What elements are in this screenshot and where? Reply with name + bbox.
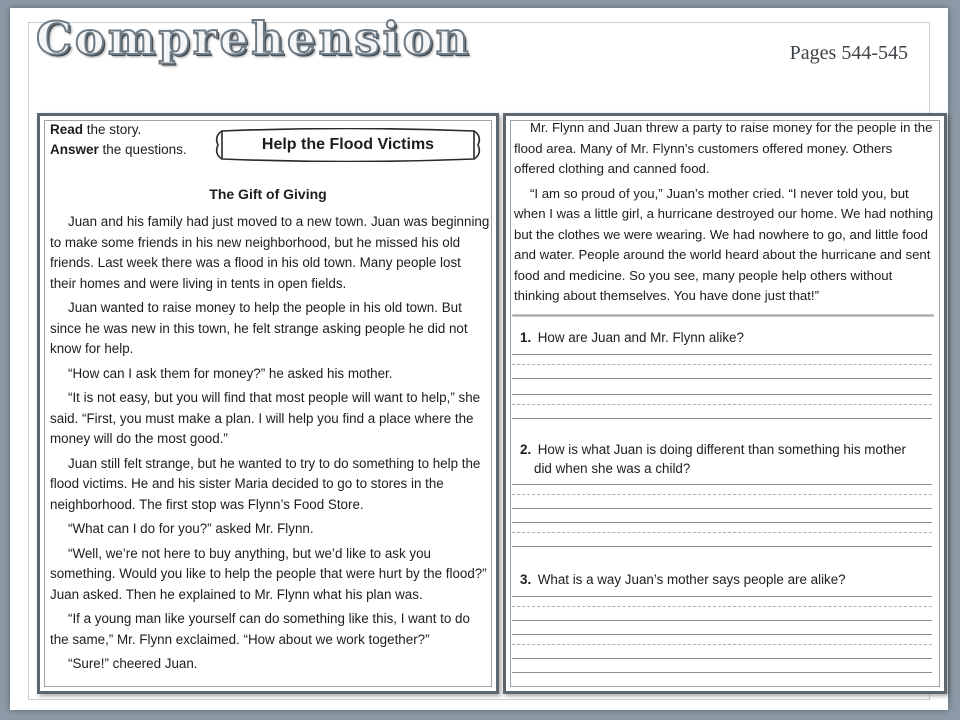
answer-guide-line [512,494,932,495]
answer-line[interactable] [512,418,932,419]
question-number: 2. [520,442,532,457]
question-number: 1. [520,330,532,345]
answer-line[interactable] [512,634,932,635]
story-banner [212,128,484,162]
answer-guide-line [512,606,932,607]
worksheet-page-left [37,113,499,694]
page-title: Comprehension [36,12,472,65]
story-paragraph: “If a young man like yourself can do something like this, I want to do the same,” Mr. Flynn exclaimed. “How about we work together?” [50,611,470,647]
story-paragraph: “It is not easy, but you will find that most people will want to help,” she said. “First, you must make a plan. I will help you find a place where the money will do the most good.” [50,390,481,446]
answer-line[interactable] [512,546,932,547]
answer-line[interactable] [512,354,932,355]
instructions [50,120,187,160]
instruction-read-rest: the story. [83,122,142,137]
answer-guide-line [512,644,932,645]
story-paragraph: “Well, we’re not here to buy anything, but we’d like to ask you something. Would you like to help the people that were hurt by the flood?” Juan asked. Then he explained to Mr. Flynn what his plan was. [50,545,487,602]
story-paragraph: Juan and his family had just moved to a new town. Juan was beginning to make some friends in his new neighborhood, but he missed his old friends. Last week there was a flood in his old town. Many people lost their homes and were living in tents in open fields. [50,214,490,291]
slide [10,8,948,710]
story-paragraph: “I am so proud of you,” Juan’s mother cried. “I never told you, but when I was a little girl, a hurricane destroyed our home. We had nothing but the clothes we were wearing. We had nowhere to go, and little food and water. People around the world heard about the hurricane and sent food and medicine. So you see, many people help others without thinking about themselves. You have done just that!” [514,185,934,303]
answer-line[interactable] [512,484,932,485]
story-paragraph: “How can I ask them for money?” he asked his mother. [68,365,393,381]
answer-line[interactable] [512,596,932,597]
answer-guide-line [512,532,932,533]
story-paragraph: “What can I do for you?” asked Mr. Flynn. [68,521,314,536]
question-text-continued: did when she was a child? [534,461,691,476]
story-paragraph: Mr. Flynn and Juan threw a party to raise money for the people in the flood area. Many of Mr. Flynn’s customers offered money. Others offered clothing and canned food. [514,120,933,176]
story-text [50,212,490,679]
page-reference: Pages 544-545 [789,42,908,64]
worksheet-page-right [503,113,947,694]
story-title: The Gift of Giving [209,186,327,202]
answer-line[interactable] [512,508,932,509]
question-text: How is what Juan is doing different than something his mother [537,442,906,457]
question-2 [520,440,930,478]
answer-line[interactable] [512,672,932,673]
answer-line[interactable] [512,620,932,621]
story-paragraph: Juan still felt strange, but he wanted to try to do something to help the flood victims. He and his sister Maria decided to go to stores in the neighborhood. The first stop was Flynn’s Food Store. [50,455,481,512]
question-1 [520,328,930,347]
story-paragraph: Juan wanted to raise money to help the people in his old town. But since he was new in this town, he felt strange asking people he did not know for help. [50,300,468,356]
instruction-answer-rest: the questions. [98,142,187,157]
question-3 [520,570,930,589]
question-number: 3. [520,572,532,587]
question-text: What is a way Juan’s mother says people are alike? [537,572,846,587]
instruction-answer-bold: Answer [50,142,99,157]
section-divider [512,314,934,317]
answer-line[interactable] [512,378,932,379]
story-continuation [514,118,934,311]
instruction-read-bold: Read [50,122,84,137]
banner-title: Help the Flood Victims [261,136,435,153]
answer-line[interactable] [512,522,932,523]
story-paragraph: “Sure!” cheered Juan. [68,656,198,671]
question-text: How are Juan and Mr. Flynn alike? [537,330,744,345]
answer-line[interactable] [512,394,932,395]
answer-guide-line [512,404,932,405]
answer-line[interactable] [512,658,932,659]
answer-guide-line [512,364,932,365]
